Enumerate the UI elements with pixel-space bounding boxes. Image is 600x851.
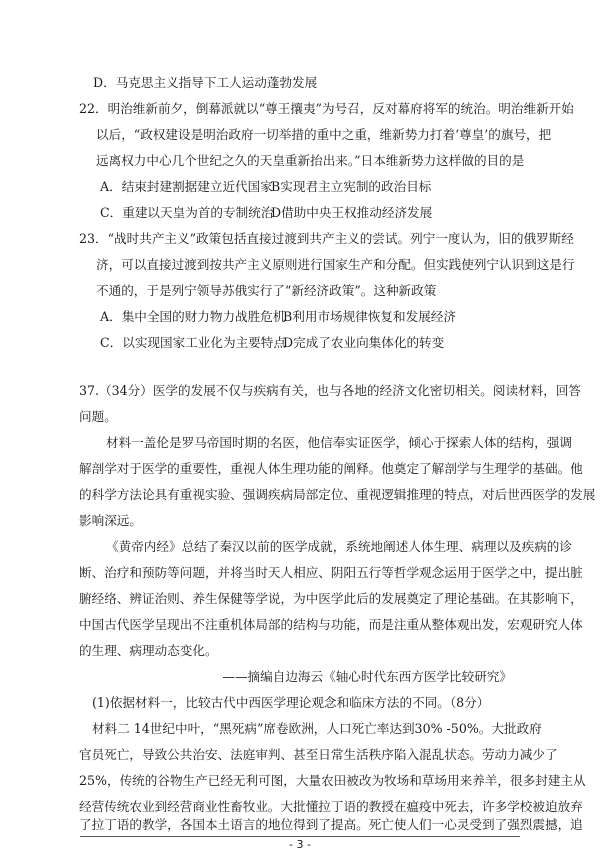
- material-2-line-1: 材料二 14世纪中叶，“黑死病”席卷欧洲，人口死亡率达到30% -50%。大批政府: [92, 721, 542, 736]
- page-number: - 3 -: [289, 838, 311, 851]
- q23-stem-line-2: 济，可以直接过渡到按共产主义原则进行国家生产和分配。但实践使列宁认识到这是行: [96, 257, 575, 272]
- q23-option-b: B利用市场规律恢复和发展经济: [283, 309, 456, 324]
- q22-stem-line-3: 远离权力中心几个世纪之久的天皇重新抬出来。”日本维新势力这样做的目的是: [96, 153, 525, 168]
- material-1-line-2: 解剖学对于医学的重要性，重视人体生理功能的阐释。他奠定了解剖学与生理学的基础。他: [79, 461, 583, 476]
- material-1-line-1: 材料一盖伦是罗马帝国时期的名医，他信奉实证医学，倾心于探索人体的结构，强调: [106, 435, 572, 450]
- material-1b-line-2: 断、治疗和预防等问题，并将当时天人相应、阴阳五行等哲学观念运用于医学之中，提出脏: [79, 565, 583, 580]
- material-source: ——摘编自边海云《轴心时代东西方医学比较研究》: [222, 669, 512, 684]
- material-1-line-3: 的科学方法论具有重视实验、强调疾病局部定位、重视逻辑推理的特点，对后世西医学的发展: [79, 487, 596, 502]
- q22-stem-line-2: 以后，“政权建设是明治政府一切举措的重中之重，维新势力打着‘尊皇’的旗号，把: [96, 127, 552, 142]
- material-1-line-4: 影响深远。: [79, 513, 142, 528]
- footer-divider: [80, 836, 520, 837]
- material-2-line-2: 官员死亡，导致公共治安、法庭审判、甚至日常生活秩序陷入混乱状态。劳动力减少了: [79, 747, 558, 762]
- q37-stem-line-2: 问题。: [79, 409, 117, 424]
- q23-stem-line-1: 23．“战时共产主义”政策包括直接过渡到共产主义的尝试。列宁一度认为，旧的俄罗斯经: [79, 231, 574, 246]
- q22-option-b: B实现君主立宪制的政治目标: [271, 179, 432, 194]
- q37-stem-line-1: 37.（34分）医学的发展不仅与疾病有关，也与各地的经济文化密切相关。阅读材料，回答: [79, 383, 582, 398]
- q22-option-d: D借助中央王权推动经济发展: [271, 205, 433, 220]
- material-1b-line-1: 《黄帝内经》总结了秦汉以前的医学成就，系统地阐述人体生理、病理以及疾病的诊: [106, 539, 572, 554]
- q22-stem-line-1: 22．明治维新前夕，倒幕派就以“尊王攘夷”为号召，反对幕府将军的统治。明治维新开始: [79, 101, 574, 116]
- material-1b-line-5: 的生理、病理动态变化。: [79, 643, 218, 658]
- material-1b-line-3: 腑经络、辨证治则、养生保健等学说，为中医学此后的发展奠定了理论基础。在其影响下，: [79, 591, 583, 606]
- material-2-line-5: 了拉丁语的教学，各国本土语言的地位得到了提高。死亡使人们一心灵受到了强烈震撼，追: [79, 817, 583, 832]
- q23-stem-line-3: 不通的，于是列宁领导苏俄实行了“新经济政策”。这种新政策: [96, 283, 437, 298]
- q22-option-c: C．重建以天皇为首的专制统治: [100, 205, 274, 220]
- material-1b-line-4: 中国古代医学呈现出不注重机体局部的结构与功能，而是注重从整体观出发，宏观研究人体: [79, 617, 583, 632]
- question-1: (1)依据材料一，比较古代中西医学理论观念和临床方法的不同。（8分）: [92, 695, 490, 710]
- q21-option-d: D．马克思主义指导下工人运动蓬勃发展: [93, 75, 318, 90]
- material-2-line-3: 25%，传统的谷物生产已经无利可图，大量农田被改为牧场和草场用来养羊，很多封建主从: [79, 773, 586, 788]
- material-2-line-4: 经营传统农业到经营商业性畜牧业。大批懂拉丁语的教授在瘟疫中死去，许多学校被迫放弃: [79, 799, 583, 814]
- q23-option-c: C．以实现国家工业化为主要特点: [100, 335, 286, 350]
- q22-option-a: A．结束封建割据建立近代国家: [100, 179, 273, 194]
- q23-option-d: D完成了农业向集体化的转变: [283, 335, 445, 350]
- q23-option-a: A．集中全国的财力物力战胜危机: [100, 309, 286, 324]
